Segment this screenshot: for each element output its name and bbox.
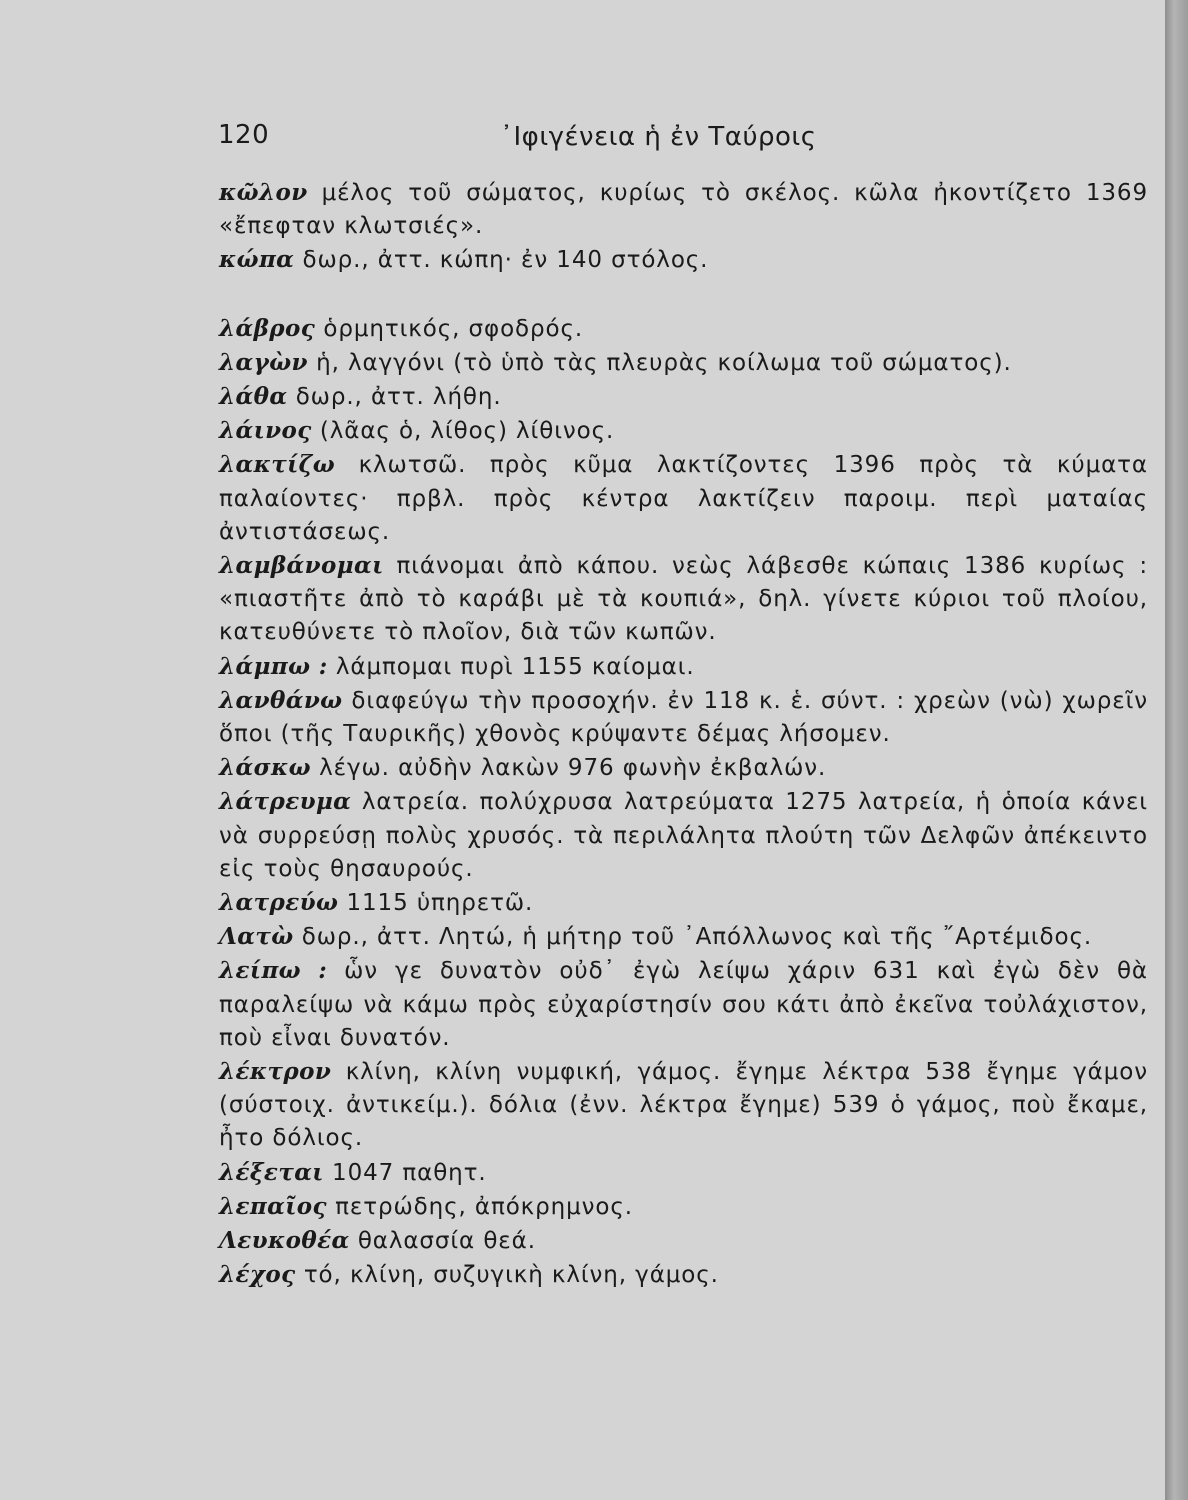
entry-text: (λᾶας ὁ, λίθος) λίθινος. <box>319 418 615 445</box>
entry-lemma: λακτίζω <box>219 451 335 479</box>
glossary-entry <box>193 650 1148 684</box>
entry-lemma: λαγὼν <box>219 348 308 376</box>
glossary-entry <box>193 549 1148 650</box>
entry-lemma: λάμπω : <box>219 652 328 680</box>
entry-text: λέγω. αὐδὴν λακὼν 976 φωνὴν ἐκβαλών. <box>319 755 827 782</box>
page-number: 120 <box>218 120 270 150</box>
glossary-entry <box>193 312 1148 346</box>
entry-lemma: λάινος <box>219 417 312 445</box>
entry-lemma: λάθα <box>219 383 288 411</box>
entry-lemma: λείπω : <box>219 957 328 985</box>
glossary-entry <box>193 1258 1148 1292</box>
entry-text: πιάνομαι ἀπὸ κάπου. νεὼς λάβεσθε κώπαις 1386 κυρίως : «πιαστῆτε ἀπὸ τὸ καράβι μὲ τὰ κουπιά», δηλ. γίνετε κύριοι τοῦ πλοίου, κατευθύνετε τὸ πλοῖον, διὰ τῶν κωπῶν. <box>219 553 1148 646</box>
entry-lemma: κώπα <box>219 246 295 274</box>
running-title: ᾿Ιφιγένεια ἡ ἐν Ταύροις <box>500 122 817 152</box>
glossary-entry <box>193 176 1148 243</box>
glossary-entry <box>193 380 1148 414</box>
entry-text: δωρ., ἀττ. Λητώ, ἡ μήτηρ τοῦ ᾿Απόλλωνος καὶ τῆς ῎Αρτέμιδος. <box>301 924 1093 951</box>
entry-lemma: λάτρευμα <box>219 788 352 816</box>
entry-text: ἡ, λαγγόνι (τὸ ὑπὸ τὰς πλευρὰς κοίλωμα τοῦ σώματος). <box>316 349 1012 376</box>
entry-text: τό, κλίνη, συζυγικὴ κλίνη, γάμος. <box>303 1262 719 1289</box>
glossary-entry <box>193 920 1148 954</box>
glossary-entries <box>193 176 1148 1293</box>
entry-lemma: λέκτρον <box>219 1058 332 1086</box>
entry-lemma: λεπαῖος <box>219 1192 327 1220</box>
entry-lemma: λέξεται <box>219 1158 324 1186</box>
glossary-entry <box>193 1156 1148 1190</box>
glossary-entry <box>193 954 1148 1055</box>
entry-lemma: λάσκω <box>219 754 311 782</box>
page-edge <box>1165 0 1188 1500</box>
entry-text: 1115 ὑπηρετῶ. <box>346 890 534 917</box>
glossary-entry <box>193 886 1148 920</box>
glossary-entry <box>193 243 1148 277</box>
entry-text: θαλασσία θεά. <box>357 1228 536 1255</box>
entry-lemma: Λευκοθέα <box>219 1227 350 1255</box>
glossary-entry <box>193 414 1148 448</box>
glossary-entry <box>193 785 1148 886</box>
glossary-entry <box>193 1224 1148 1258</box>
entry-lemma: λάβρος <box>219 314 316 342</box>
entry-text: διαφεύγω τὴν προσοχήν. ἐν 118 κ. ἑ. σύντ. : χρεὼν (νὼ) χωρεῖν ὅποι (τῆς Ταυρικῆς) χθονὸς κρύψαντε δέμας λήσομεν. <box>219 687 1148 748</box>
entry-text: δωρ., ἀττ. κώπη· ἐν 140 στόλος. <box>302 247 709 274</box>
glossary-entry <box>193 346 1148 380</box>
glossary-entry <box>193 751 1148 785</box>
glossary-entry <box>193 1190 1148 1224</box>
entry-lemma: λέχος <box>219 1261 296 1289</box>
entry-text: ὁρμητικός, σφοδρός. <box>323 315 584 342</box>
entry-lemma: Λατὼ <box>219 923 294 951</box>
entry-text: λάμπομαι πυρὶ 1155 καίομαι. <box>335 653 695 680</box>
glossary-entry <box>193 1055 1148 1156</box>
entry-text: μέλος τοῦ σώματος, κυρίως τὸ σκέλος. κῶλα ἠκοντίζετο 1369 «ἔπεφταν κλωτσιές». <box>219 180 1148 240</box>
entry-lemma: κῶλον <box>219 179 308 206</box>
entry-text: κλωτσῶ. πρὸς κῦμα λακτίζοντες 1396 πρὸς τὰ κύματα παλαίοντες· πρβλ. πρὸς κέντρα λακτίζειν παροιμ. περὶ ματαίας ἀντιστάσεως. <box>219 452 1148 545</box>
entry-lemma: λαμβάνομαι <box>219 552 384 580</box>
entry-text: πετρώδης, ἀπόκρημνος. <box>335 1193 633 1220</box>
glossary-entry <box>193 448 1148 549</box>
entry-lemma: λανθάνω <box>219 686 343 714</box>
entry-lemma: λατρεύω <box>219 889 339 917</box>
page-header <box>218 120 1118 160</box>
entry-text: ὧν γε δυνατὸν οὐδ᾿ ἐγὼ λείψω χάριν 631 καὶ ἐγὼ δὲν θὰ παραλείψω νὰ κάμω πρὸς εὐχαρίστησίν σου κάτι ἀπὸ ἐκεῖνα τοὐλάχιστον, ποὺ εἶναι δυνατόν. <box>219 958 1148 1051</box>
section-gap <box>193 278 1148 312</box>
entry-text: 1047 παθητ. <box>332 1159 487 1186</box>
entry-text: λατρεία. πολύχρυσα λατρεύματα 1275 λατρεία, ἡ ὁποία κάνει νὰ συρρεύσῃ πολὺς χρυσός. τὰ περιλάλητα πλούτη τῶν Δελφῶν ἀπέκειντο εἰς τοὺς θησαυρούς. <box>219 789 1148 882</box>
entry-text: κλίνη, κλίνη νυμφική, γάμος. ἔγημε λέκτρα 538 ἔγημε γάμον (σύστοιχ. ἀντικείμ.). δόλια (ἐνν. λέκτρα ἔγημε) 539 ὁ γάμος, ποὺ ἔκαμε, ἦτο δόλιος. <box>219 1059 1148 1152</box>
entry-text: δωρ., ἀττ. λήθη. <box>295 384 502 411</box>
glossary-entry <box>193 684 1148 751</box>
